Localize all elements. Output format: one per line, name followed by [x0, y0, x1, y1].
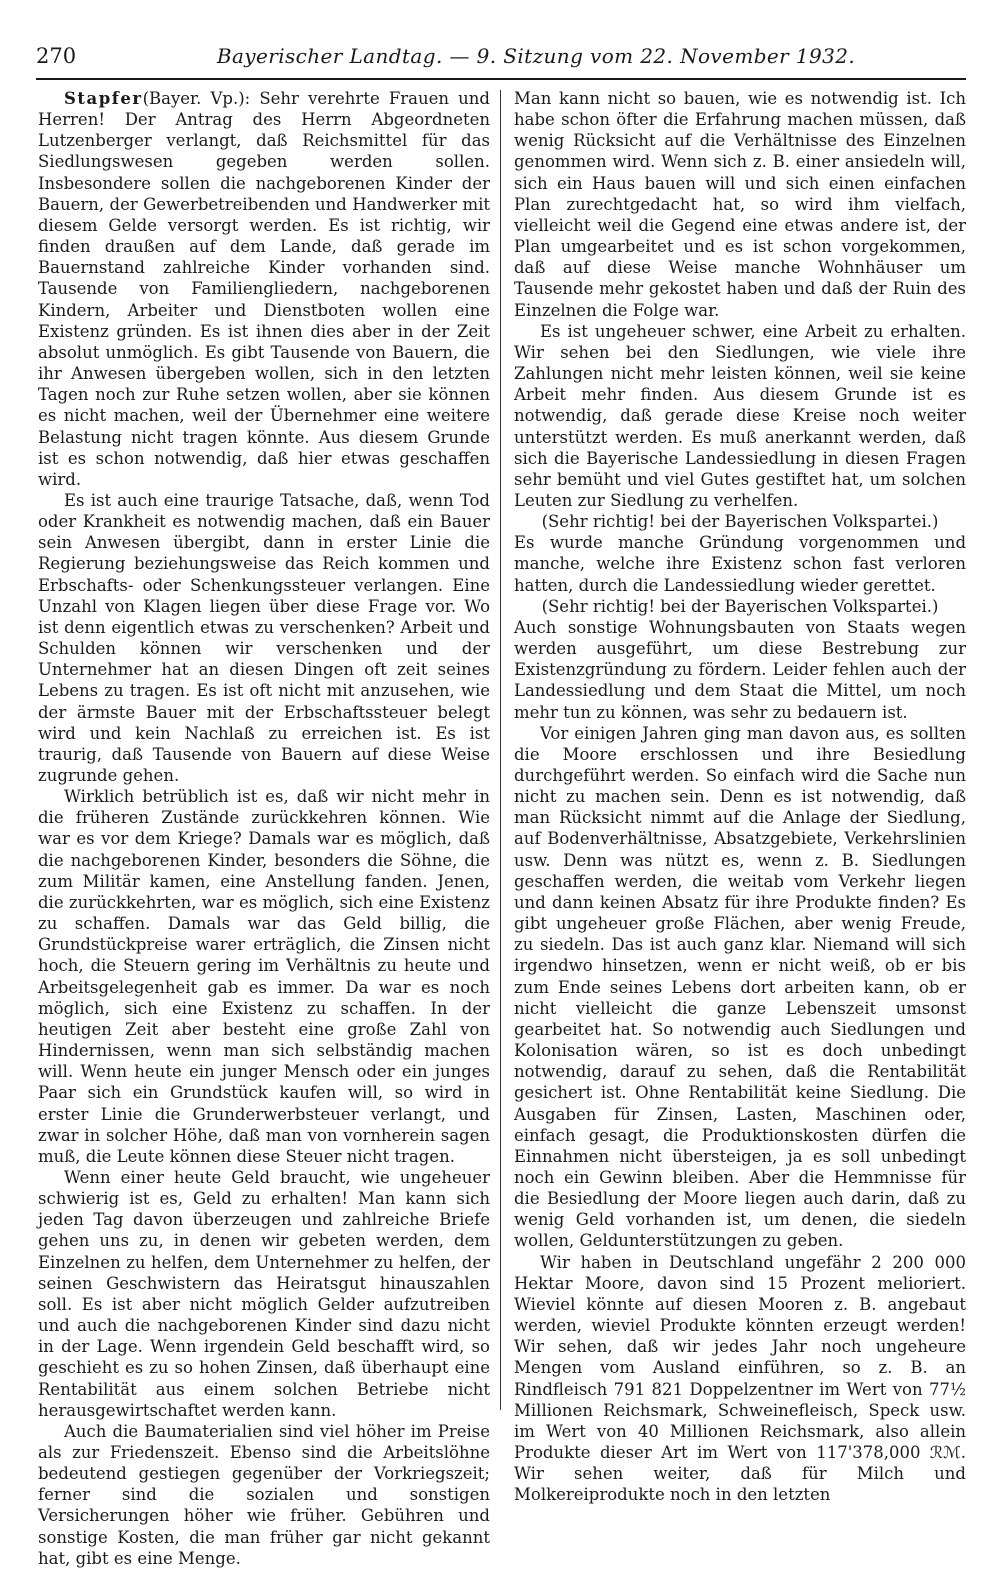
paragraph: Auch sonstige Wohnungsbauten von Staats wegen werden ausgeführt, um diese Bestrebung zur Existenzgründung zu fördern. Leider fehlen auch der Landessiedlung und dem Staat die Mittel, um noch mehr tun zu können, was sehr zu bedauern ist.: [514, 617, 966, 722]
speaker-affiliation: (Bayer. Vp.):: [142, 89, 251, 108]
paragraph: Es ist ungeheuer schwer, eine Arbeit zu erhalten. Wir sehen bei den Siedlungen, wie viele ihre Zahlungen nicht mehr leisten können, weil sie keine Arbeit mehr finden. Aus diesem Grunde ist es notwendig, daß gerade diese Kreise noch weiter unterstützt werden. Es muß anerkannt werden, daß sich die Bayerische Landessiedlung in diesen Fragen sehr bemüht und viel Gutes gestiftet hat, um solchen Leuten zur Siedlung zu verhelfen.: [514, 321, 966, 510]
interjection: (Sehr richtig! bei der Bayerischen Volkspartei.): [541, 512, 939, 532]
column-divider: [500, 90, 501, 1410]
interjection: (Sehr richtig! bei der Bayerischen Volkspartei.): [541, 596, 939, 616]
paragraph: Vor einigen Jahren ging man davon aus, es sollten die Moore erschlossen und ihre Besiedlung durchgeführt werden. So einfach wird die Sache nun nicht zu machen sein. Denn es ist notwendig, daß man Rücksicht nimmt auf die Anlage der Siedlung, auf Bodenverhältnisse, Absatzgebiete, Verkehrslinien usw. Denn was nützt es, wenn z. B. Siedlungen geschaffen werden, die weitab vom Verkehr liegen und dann keinen Absatz für ihre Produkte finden? Es gibt ungeheuer große Flächen, aber wenig Freude, zu siedeln. Das ist auch ganz klar. Niemand will sich irgendwo hinsetzen, wenn er nicht weiß, ob er bis zum Ende seines Lebens dort arbeiten kann, ob er nicht vielleicht die ganze Lebenszeit umsonst gearbeitet hat. So notwendig auch Siedlungen und Kolonisation wären, so ist es doch unbedingt notwendig, darauf zu sehen, daß die Rentabilität gesichert ist. Ohne Rentabilität keine Siedlung. Die Ausgaben für Zinsen, Lasten, Maschinen oder, einfach gesagt, die Produktionskosten dürfen die Einnahmen nicht übersteigen, ja es soll unbedingt noch ein Gewinn bleiben. Aber die Hemmnisse für die Besiedlung der Moore liegen auch darin, daß zu wenig Geld vorhanden ist, um denen, die siedeln wollen, Geldunterstützungen zu geben.: [514, 723, 966, 1251]
left-column: [38, 88, 490, 1568]
paragraph: Es ist auch eine traurige Tatsache, daß, wenn Tod oder Krankheit es notwendig machen, daß ein Bauer sein Anwesen übergibt, dann in erster Linie die Regierung beziehungsweise das Reich kommen und Erbschafts- oder Schenkungssteuer verlangen. Eine Unzahl von Klagen liegen über diese Frage vor. Wo ist denn eigentlich etwas zu verschenken? Arbeit und Schulden können wir verschenken und der Unternehmer hat an diesen Dingen oft zeit seines Lebens zu tragen. Es ist oft nicht mit anzusehen, wie der ärmste Bauer mit der Erbschaftssteuer belegt wird und kein Nachlaß zu erreichen ist. Es ist traurig, daß Tausende von Bauern auf diese Weise zugrunde gehen.: [38, 490, 490, 785]
paragraph: Wenn einer heute Geld braucht, wie ungeheuer schwierig ist es, Geld zu erhalten! Man kann sich jeden Tag davon überzeugen und zahlreiche Briefe gehen uns zu, in denen wir gebeten werden, dem Einzelnen zu helfen, dem Unternehmer zu helfen, der seinen Geschwistern das Heiratsgut hinauszahlen soll. Es ist aber nicht möglich Gelder aufzutreiben und auch die nachgeborenen Kinder sind dazu nicht in der Lage. Wenn irgendein Geld beschafft wird, so geschieht es zu so hohen Zinsen, daß überhaupt eine Rentabilität aus einem solchen Betriebe nicht herausgewirtschaftet werden kann.: [38, 1167, 490, 1420]
paragraph: Auch die Baumaterialien sind viel höher im Preise als zur Friedenszeit. Ebenso sind die Arbeitslöhne bedeutend gestiegen gegenüber der Vorkriegszeit; ferner sind die sozialen und sonstigen Versicherungen höher wie früher. Gebühren und sonstige Kosten, die man früher gar nicht gekannt hat, gibt es eine Menge.: [38, 1421, 490, 1568]
page-header: [36, 42, 966, 76]
header-rule: [36, 78, 966, 80]
paragraph: Man kann nicht so bauen, wie es notwendig ist. Ich habe schon öfter die Erfahrung machen müssen, daß wenig Rücksicht auf die Verhältnisse des Einzelnen genommen wird. Wenn sich z. B. einer ansiedeln will, sich ein Haus bauen will und sich einen einfachen Plan zurechtgedacht hat, so wird ihm vielfach, vielleicht weil die Gegend eine etwas andere ist, der Plan umgearbeitet und es ist schon vorgekommen, daß auf diese Weise manche Wohnhäuser um Tausende mehr gekostet haben und daß der Ruin des Einzelnen die Folge war.: [514, 89, 966, 320]
paragraph: Wirklich betrüblich ist es, daß wir nicht mehr in die früheren Zustände zurückkehren können. Wie war es vor dem Kriege? Damals war es möglich, daß die nachgeborenen Kinder, besonders die Söhne, die zum Militär kamen, eine Anstellung fanden. Jenen, die zurückkehrten, war es möglich, sich eine Existenz zu schaffen. Damals war das Geld billig, die Grundstückpreise warer erträglich, die Zinsen nicht hoch, die Steuern gering im Verhältnis zu heute und Arbeitsgelegenheit gab es immer. Da war es noch möglich, sich eine Existenz zu schaffen. In der heutigen Zeit aber besteht eine große Zahl von Hindernissen, wenn man sich selbständig machen will. Wenn heute ein junger Mensch oder ein junges Paar sich ein Grundstück kaufen will, so wird in erster Linie die Grunderwerbsteuer verlangt, und zwar in solcher Höhe, daß man von vornherein sagen muß, die Leute können diese Steuer nicht tragen.: [38, 787, 490, 1166]
paragraph: Es wurde manche Gründung vorgenommen und manche, welche ihre Existenz schon fast verloren hatten, durch die Landessiedlung wieder gerettet.: [514, 533, 966, 595]
speech-opening-paragraph: [38, 88, 490, 490]
speaker-name: Stapfer: [64, 89, 143, 108]
paragraph: Wir haben in Deutschland ungefähr 2 200 000 Hektar Moore, davon sind 15 Prozent melioriert. Wieviel könnte auf diesen Mooren z. B. angebaut werden, wieviel Produkte könnten erzeugt werden! Wir sehen, daß wir jedes Jahr noch ungeheure Mengen vom Ausland einführen, so z. B. an Rindfleisch 791 821 Doppelzentner im Wert von 77½ Millionen Reichsmark, Schweinefleisch, Speck usw. im Wert von 40 Millionen Reichsmark, also allein Produkte dieser Art im Wert von 117'378,000 ℛℳ. Wir sehen weiter, daß für Milch und Molkereiprodukte noch in den letzten: [514, 1252, 966, 1505]
running-title: Bayerischer Landtag. — 9. Sitzung vom 22. November 1932.: [216, 44, 856, 68]
paragraph-text: Sehr verehrte Frauen und Herren! Der Antrag des Herrn Abgeordneten Lutzenberger verlangt, daß Reichsmittel für das Siedlungswesen gegeben werden sollen. Insbesondere sollen die nachgeborenen Kinder der Bauern, der Gewerbetreibenden und Handwerker mit diesem Gelde versorgt werden. Es ist richtig, wir finden draußen auf dem Lande, daß gerade im Bauernstand zahlreiche Kinder vorhanden sind. Tausende von Familiengliedern, nachgeborenen Kindern, Arbeiter und Dienstboten wollen eine Existenz gründen. Es ist ihnen dies aber in der Zeit absolut unmöglich. Es gibt Tausende von Bauern, die ihr Anwesen übergeben wollen, sich in den letzten Tagen noch zur Ruhe setzen wollen, aber sie können es nicht machen, weil der Übernehmer eine weitere Belastung nicht tragen könnte. Aus diesem Grunde ist es schon notwendig, daß hier etwas geschaffen wird.: [38, 89, 490, 489]
right-column: [514, 88, 966, 1505]
page-number: 270: [36, 44, 77, 68]
